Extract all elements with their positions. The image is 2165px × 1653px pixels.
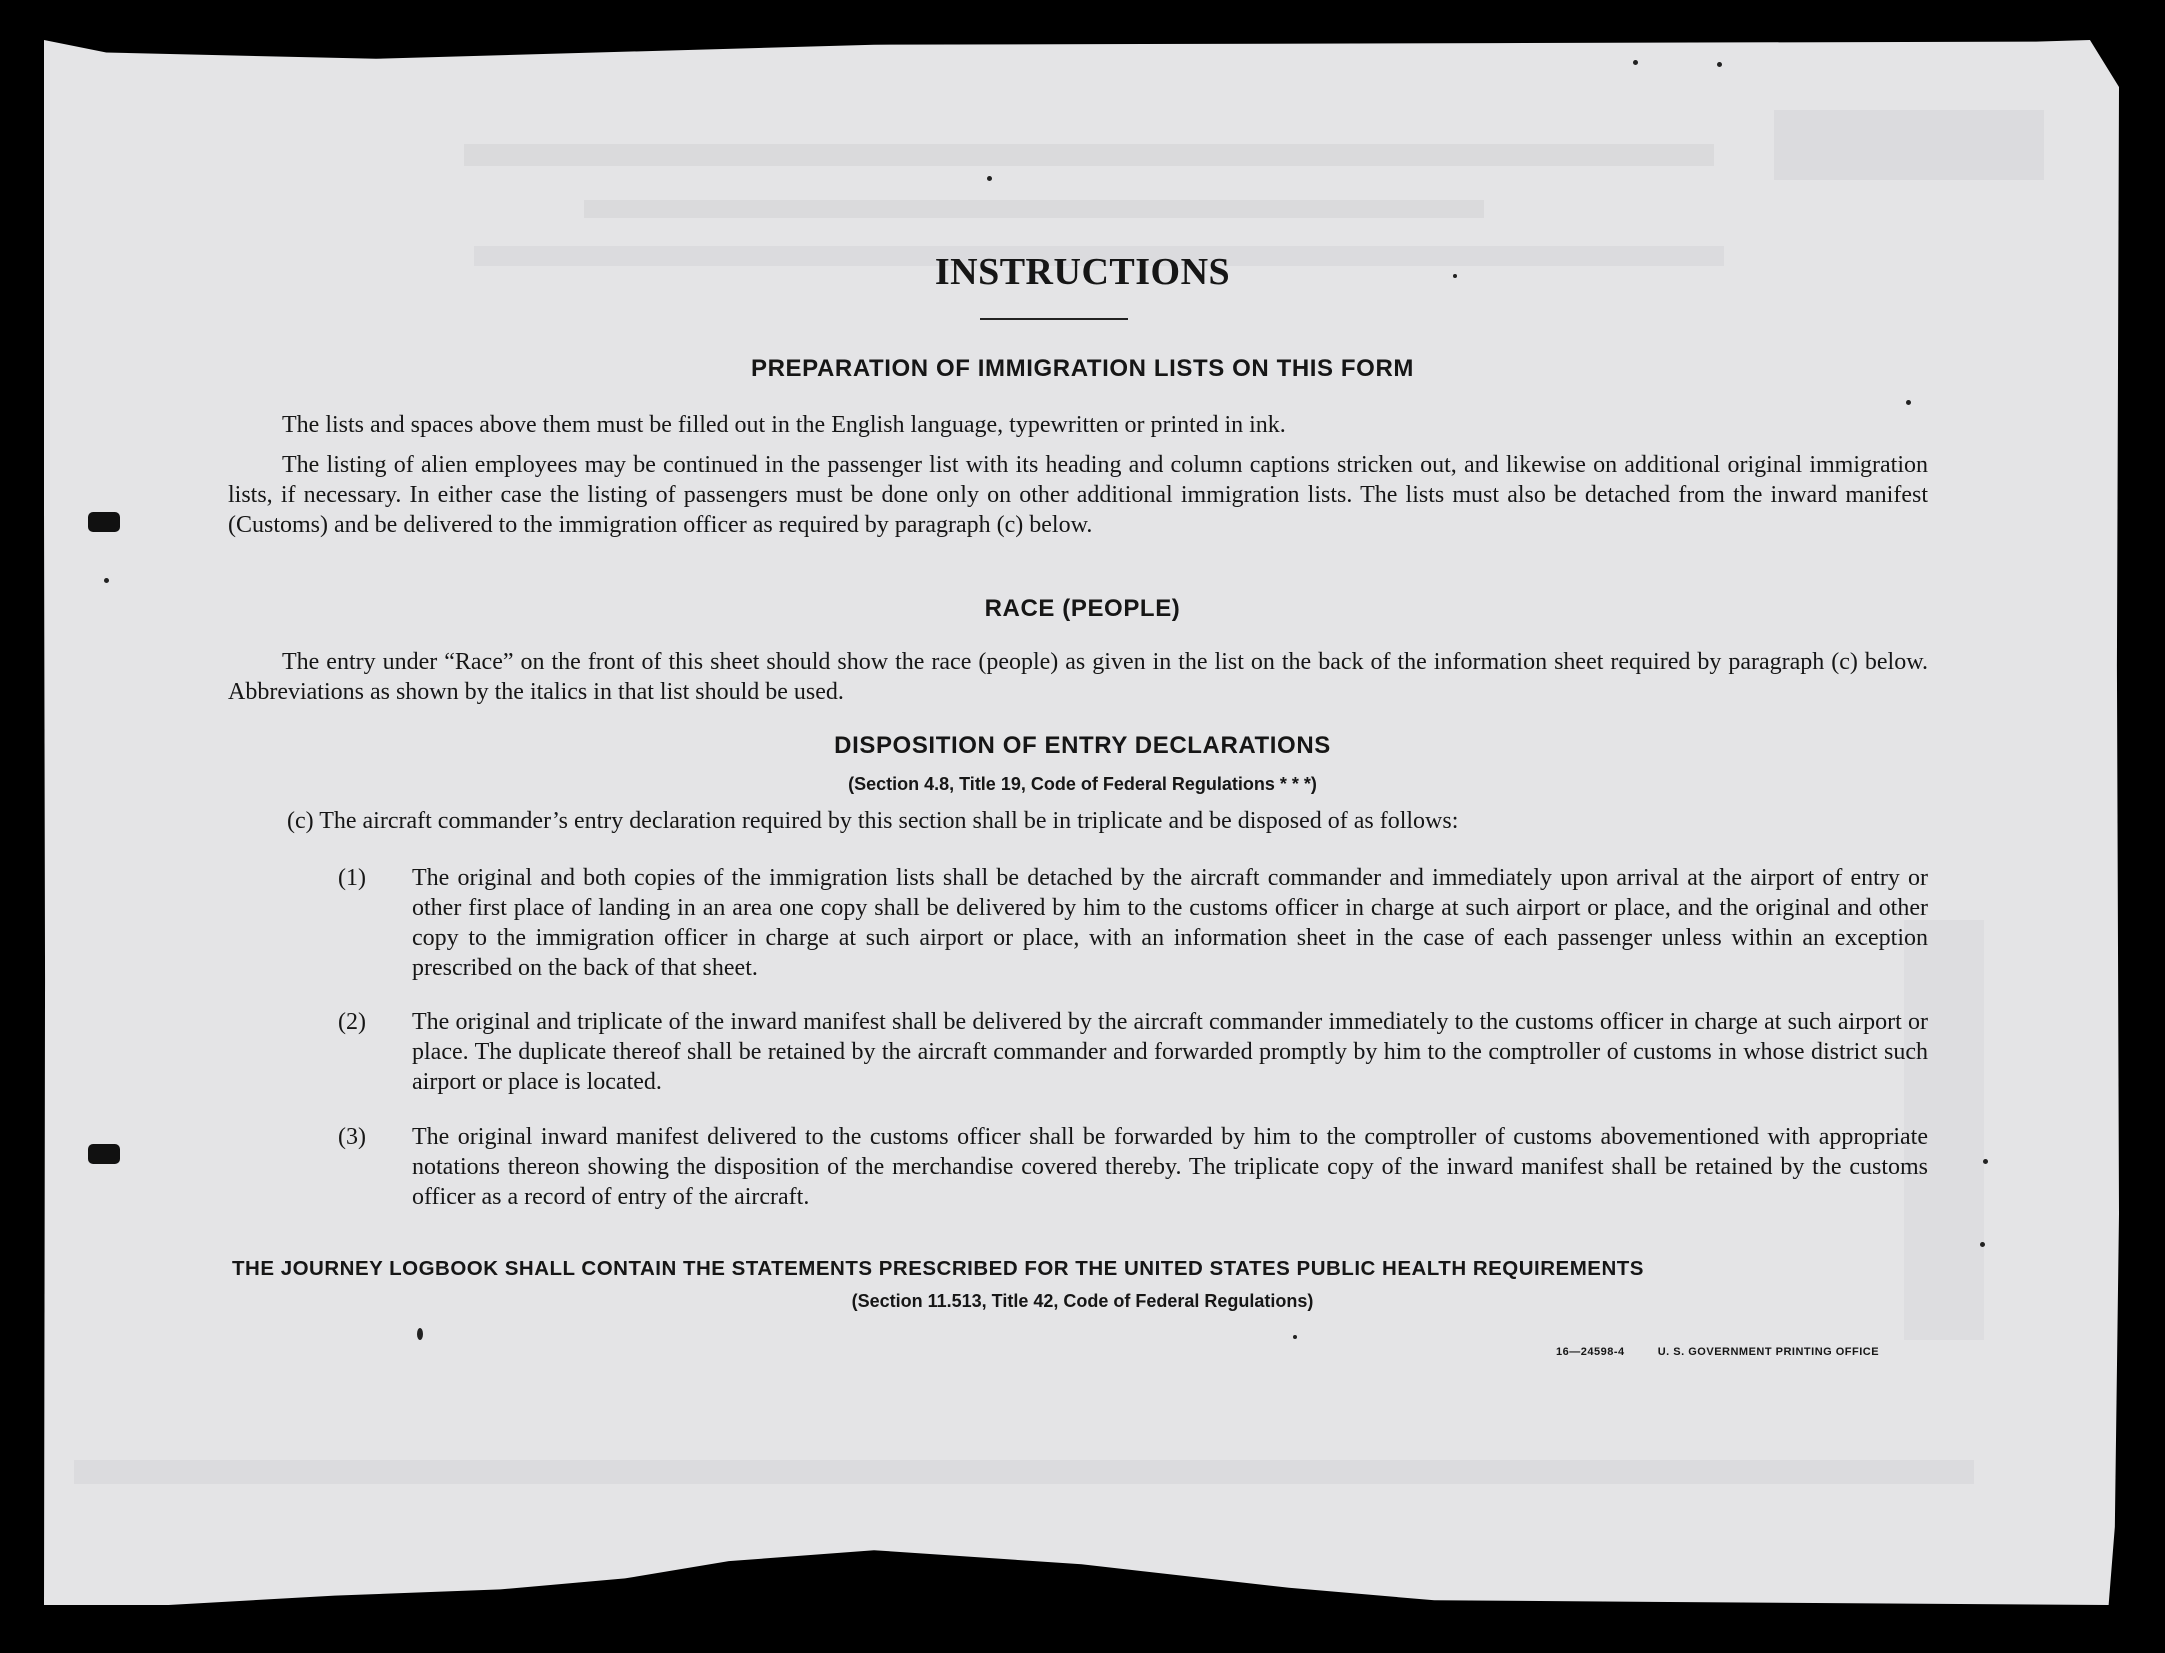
disposition-heading: DISPOSITION OF ENTRY DECLARATIONS [834, 732, 1331, 759]
item-text: The original and triplicate of the inward manifest shall be delivered by the aircraft commander immediately to the customs officer in charge at such airport or place. The duplicate thereof shall be retained by the aircraft commander and forwarded promptly by him to the comptroller of customs in whose district such airport or place is located. [412, 1009, 1928, 1095]
disposition-item-3 [338, 1122, 1928, 1214]
public-health-statement: THE JOURNEY LOGBOOK SHALL CONTAIN THE STATEMENTS PRESCRIBED FOR THE UNITED STATES PUBLIC HEALTH REQUIREMENTS [232, 1257, 1644, 1280]
item-number: (2) [338, 1009, 366, 1035]
disposition-item-1 [338, 863, 1928, 985]
race-heading: RACE (PEOPLE) [984, 595, 1181, 622]
disposition-citation: (Section 4.8, Title 19, Code of Federal Regulations * * *) [848, 774, 1317, 794]
preparation-paragraph-1: The lists and spaces above them must be filled out in the English language, typewritten or printed in ink. [282, 412, 1286, 438]
race-paragraph: The entry under “Race” on the front of this sheet should show the race (people) as given in the list on the back of the information sheet required by paragraph (c) below. Abbreviations as shown by the italics in that list should be used. [228, 649, 1928, 705]
item-text: The original and both copies of the immigration lists shall be detached by the aircraft commander and immediately upon arrival at the airport of entry or other first place of landing in an area one copy shall be delivered by him to the customs officer in charge at such airport or place, and the original and other copy to the immigration officer in charge at such airport or place, with an information sheet in the case of each passenger unless within an exception prescribed on the back of that sheet. [412, 865, 1928, 981]
page-title: INSTRUCTIONS [934, 251, 1231, 293]
item-text: The original inward manifest delivered to the customs officer shall be forwarded by him to the comptroller of customs abovementioned with appropriate notations thereon showing the disposition of the merchandise covered thereby. The triplicate copy of the inward manifest shall be retained by the customs officer as a record of entry of the aircraft. [412, 1124, 1928, 1210]
preparation-paragraph-2: The listing of alien employees may be continued in the passenger list with its heading and column captions stricken out, and likewise on additional original immigration lists, if necessary. In either case the listing of passengers must be done only on other additional immigration lists. The lists must also be detached from the inward manifest (Customs) and be delivered to the immigration officer as required by paragraph (c) below. [228, 452, 1928, 538]
item-number: (1) [338, 865, 366, 891]
disposition-item-2 [338, 1007, 1928, 1099]
title-underline [980, 318, 1128, 320]
printer-imprint [1556, 1346, 1879, 1358]
disposition-intro: (c) The aircraft commander’s entry declaration required by this section shall be in triplicate and be disposed of as follows: [287, 808, 1459, 834]
item-number: (3) [338, 1124, 366, 1150]
printer-name: U. S. GOVERNMENT PRINTING OFFICE [1657, 1346, 1880, 1358]
preparation-heading: PREPARATION OF IMMIGRATION LISTS ON THIS FORM [751, 355, 1414, 382]
public-health-citation: (Section 11.513, Title 42, Code of Federal Regulations) [851, 1291, 1314, 1311]
form-number: 16—24598-4 [1556, 1346, 1625, 1358]
